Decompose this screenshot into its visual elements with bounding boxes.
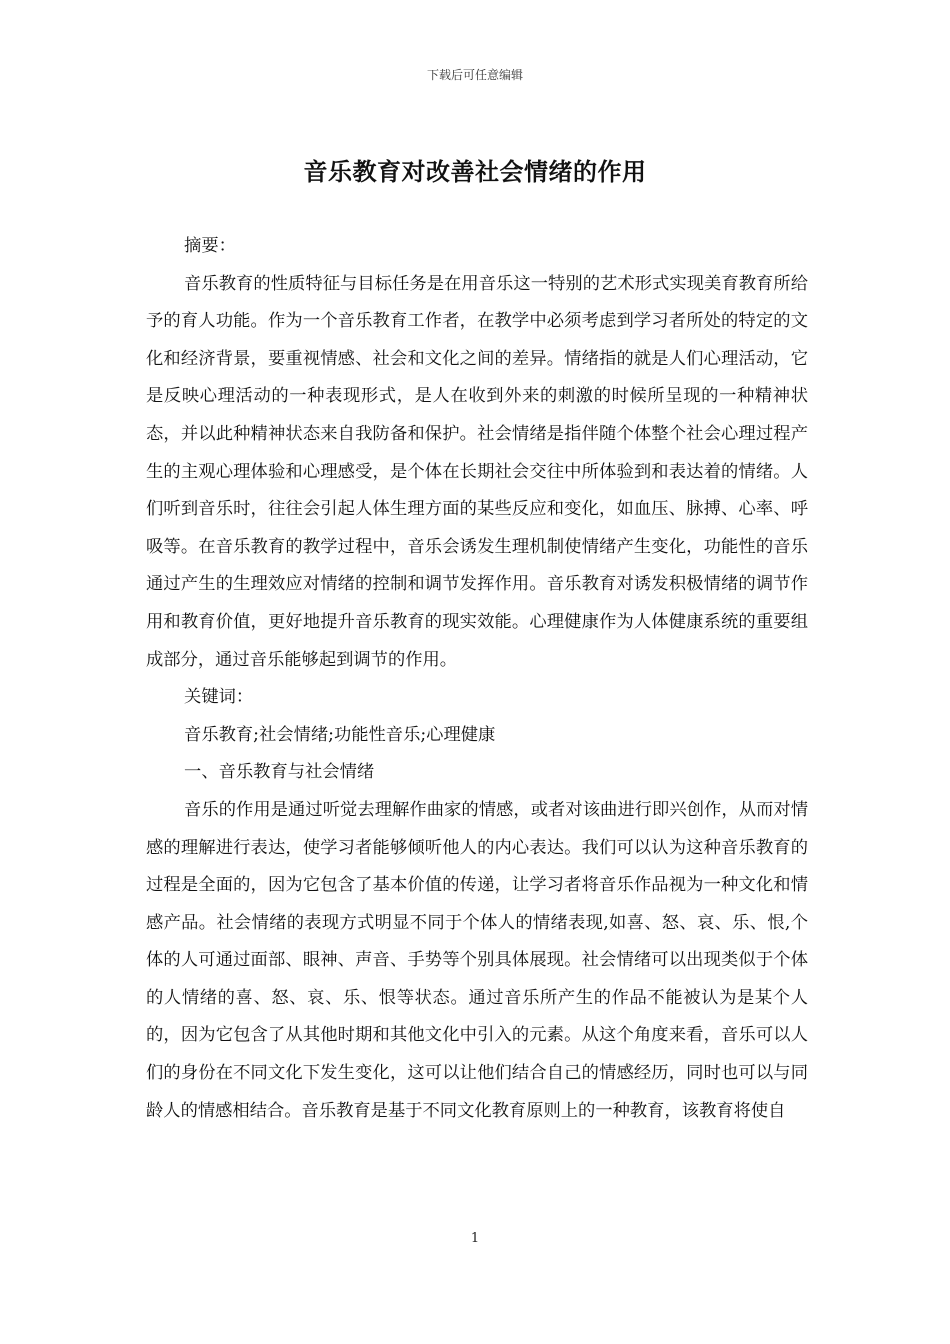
document-title: 音乐教育对改善社会情绪的作用	[303, 157, 647, 186]
document-body	[146, 228, 808, 1130]
section-1-paragraph: 音乐的作用是通过听觉去理解作曲家的情感，或者对该曲进行即兴创作，从而对情感的理解进行表达，使学习者能够倾听他人的内心表达。我们可以认为这种音乐教育的过程是全面的，因为它包含了基本价值的传递，让学习者将音乐作品视为一种文化和情感产品。社会情绪的表现方式明显不同于个体人的情绪表现,如喜、怒、哀、乐、恨,个体的人可通过面部、眼神、声音、手势等个别具体展现。社会情绪可以出现类似于个体的人情绪的喜、怒、哀、乐、恨等状态。通过音乐所产生的作品不能被认为是某个人的，因为它包含了从其他时期和其他文化中引入的元素。从这个角度来看，音乐可以人们的身份在不同文化下发生变化，这可以让他们结合自己的情感经历，同时也可以与同龄人的情感相结合。音乐教育是基于不同文化教育原则上的一种教育，该教育将使自	[146, 799, 808, 1121]
abstract-paragraph: 音乐教育的性质特征与目标任务是在用音乐这一特别的艺术形式实现美育教育所给予的育人功能。作为一个音乐教育工作者，在教学中必须考虑到学习者所处的特定的文化和经济背景，要重视情感、社会和文化之间的差异。情绪指的就是人们心理活动，它是反映心理活动的一种表现形式，是人在收到外来的刺激的时候所呈现的一种精神状态，并以此种精神状态来自我防备和保护。社会情绪是指伴随个体整个社会心理过程产生的主观心理体验和心理感受，是个体在长期社会交往中所体验到和表达着的情绪。人们听到音乐时，往往会引起人体生理方面的某些反应和变化，如血压、脉搏、心率、呼吸等。在音乐教育的教学过程中，音乐会诱发生理机制使情绪产生变化，功能性的音乐通过产生的生理效应对情绪的控制和调节发挥作用。音乐教育对诱发积极情绪的调节作用和教育价值，更好地提升音乐教育的现实效能。心理健康作为人体健康系统的重要组成部分，通过音乐能够起到调节的作用。	[146, 273, 808, 670]
page-number: 1	[470, 1231, 480, 1246]
header-note: 下载后可任意编辑	[426, 68, 523, 82]
keywords-label: 关键词：	[184, 687, 254, 708]
keywords-paragraph: 音乐教育;社会情绪;功能性音乐;心理健康	[184, 724, 496, 745]
section-1-heading: 一、音乐教育与社会情绪	[184, 762, 375, 783]
abstract-label: 摘要：	[184, 236, 236, 256]
